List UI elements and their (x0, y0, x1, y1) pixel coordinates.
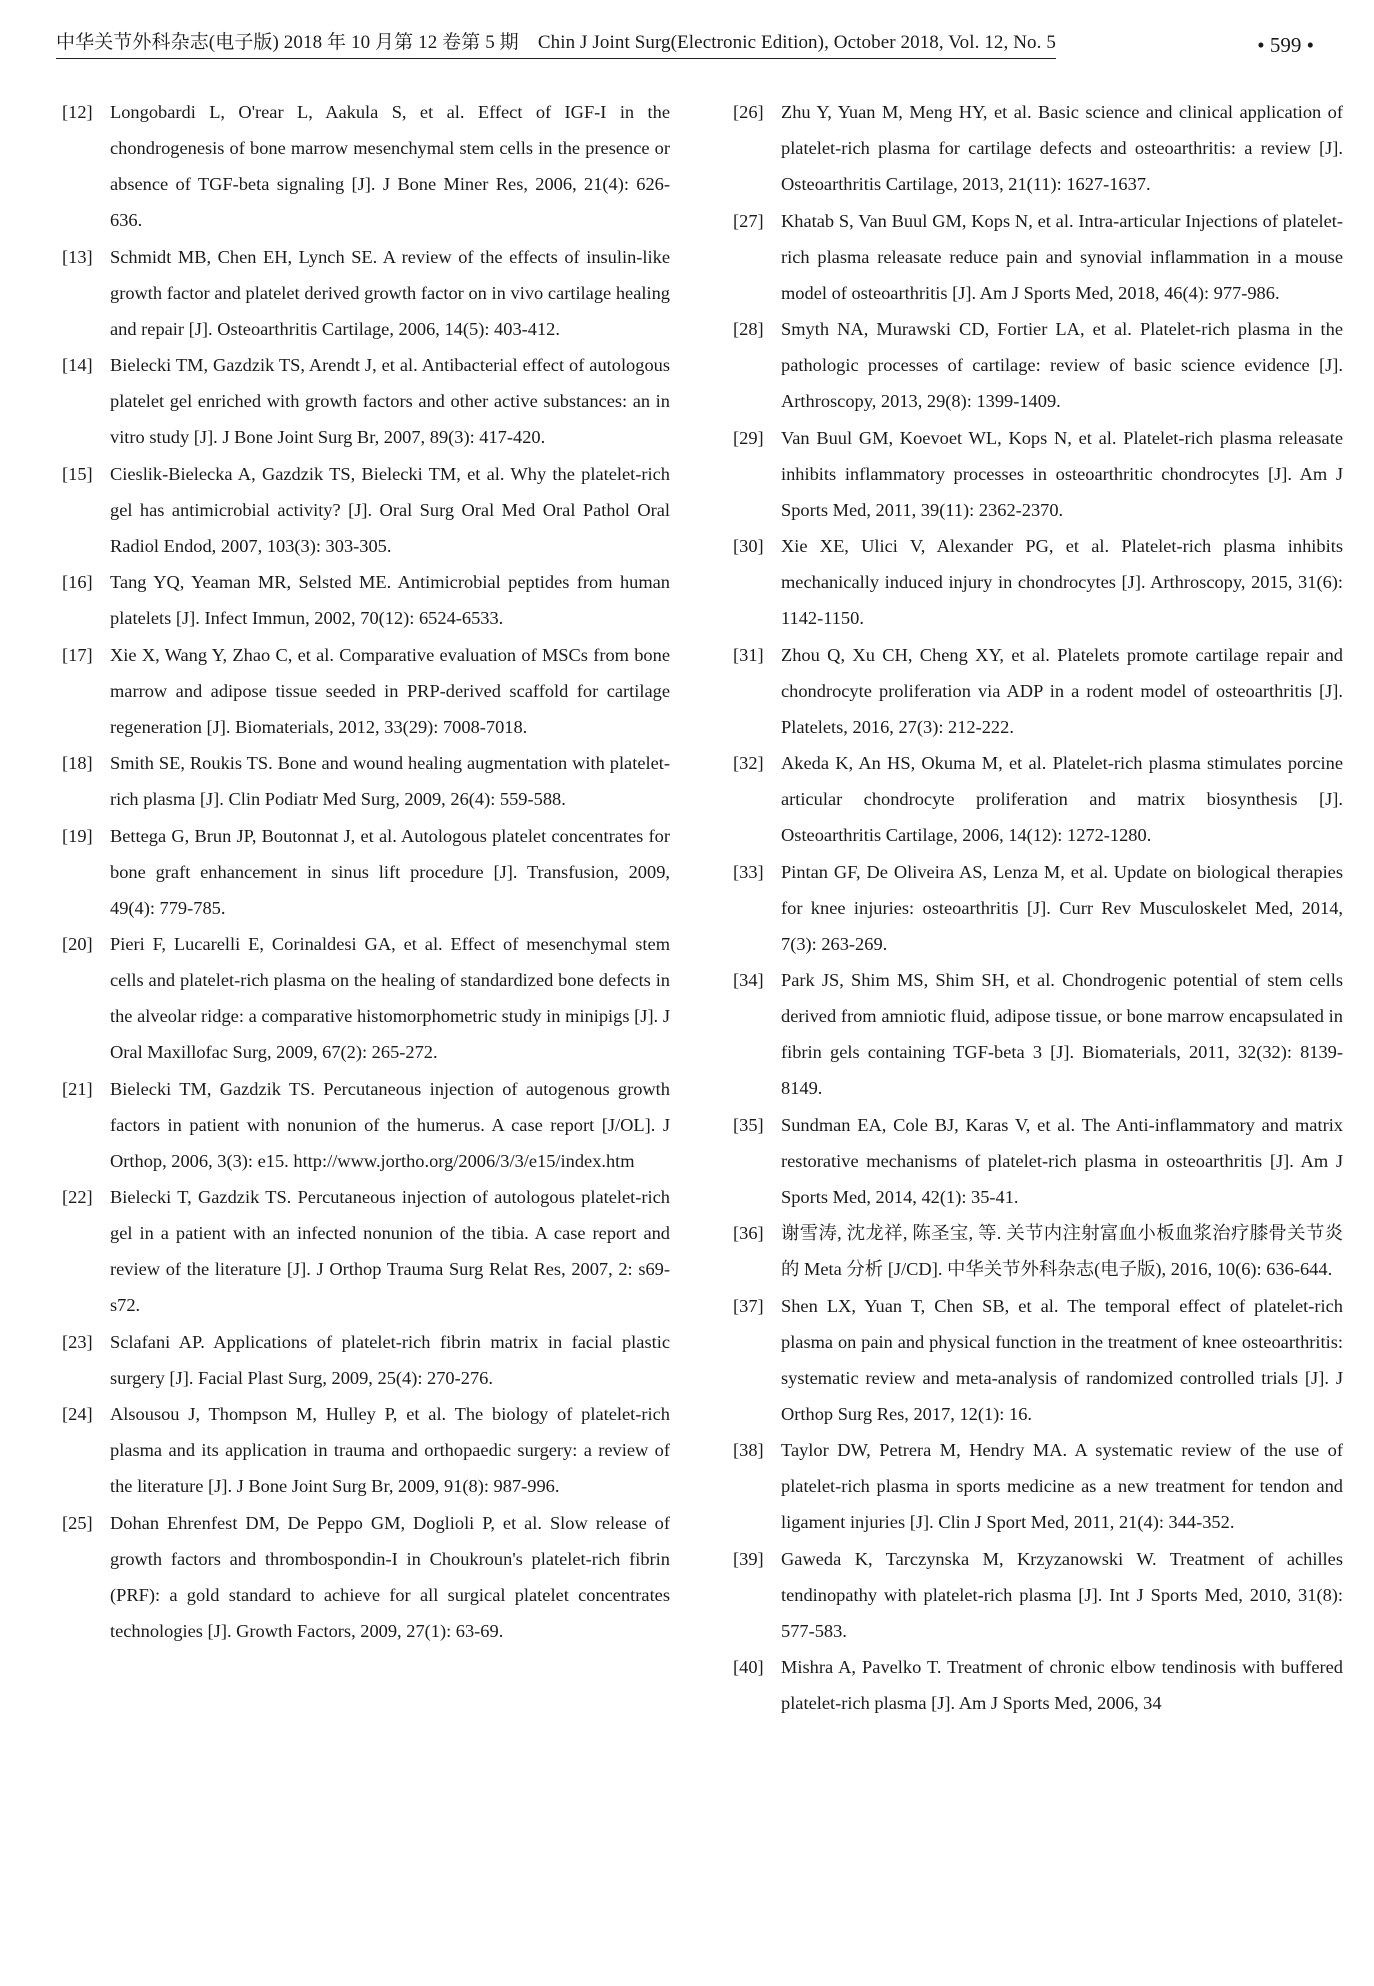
reference-number: [18] (62, 753, 93, 773)
reference-number: [33] (733, 861, 764, 882)
reference-text: Sundman EA, Cole BJ, Karas V, et al. The Anti-inflammatory and matrix restorative mechanisms of platelet-rich plasma in osteoarthritis [J]. Am J Sports Med, 2014, 42(1): 35-41. (781, 1114, 1343, 1207)
reference-number: [22] (62, 1187, 93, 1207)
reference-item (733, 962, 1343, 1106)
reference-item (733, 94, 1343, 202)
reference-number: [28] (733, 319, 764, 339)
reference-item (733, 637, 1343, 745)
reference-item (62, 818, 670, 926)
reference-item (733, 203, 1343, 311)
reference-item (62, 1324, 670, 1396)
reference-text: Van Buul GM, Koevoet WL, Kops N, et al. Platelet-rich plasma releasate inhibits inflammatory processes in osteoarthritic chondrocytes [J]. Am J Sports Med, 2011, 39(11): 2362-2370. (781, 427, 1343, 520)
reference-number: [24] (62, 1404, 93, 1424)
reference-text: Zhu Y, Yuan M, Meng HY, et al. Basic science and clinical application of platelet-rich plasma for cartilage defects and osteoarthritis: a review [J]. Osteoarthritis Cartilage, 2013, 21(11): 1627-1637. (781, 102, 1343, 194)
reference-item (62, 1505, 670, 1649)
reference-number: [39] (733, 1548, 764, 1569)
reference-number: [27] (733, 210, 764, 231)
reference-item (62, 239, 670, 347)
reference-text: Longobardi L, O'rear L, Aakula S, et al. Effect of IGF-I in the chondrogenesis of bone marrow mesenchymal stem cells in the presence or absence of TGF-beta signaling [J]. J Bone Miner Res, 2006, 21(4): 626-636. (110, 102, 670, 230)
reference-item (62, 1179, 670, 1323)
reference-text: Pintan GF, De Oliveira AS, Lenza M, et al. Update on biological therapies for knee injuries: osteoarthritis [J]. Curr Rev Musculoskelet Med, 2014, 7(3): 263-269. (781, 861, 1343, 954)
reference-text: Tang YQ, Yeaman MR, Selsted ME. Antimicrobial peptides from human platelets [J]. Infect Immun, 2002, 70(12): 6524-6533. (110, 572, 670, 628)
reference-number: [34] (733, 970, 764, 990)
reference-number: [30] (733, 536, 764, 556)
reference-number: [15] (62, 463, 93, 484)
reference-text: 谢雪涛, 沈龙祥, 陈圣宝, 等. 关节内注射富血小板血浆治疗膝骨关节炎的 Meta 分析 [J/CD]. 中华关节外科杂志(电子版), 2016, 10(6): 636-644. (781, 1223, 1343, 1279)
reference-number: [21] (62, 1078, 93, 1099)
reference-item (62, 745, 670, 817)
reference-text: Smyth NA, Murawski CD, Fortier LA, et al. Platelet-rich plasma in the pathologic processes of cartilage: review of basic science evidence [J]. Arthroscopy, 2013, 29(8): 1399-1409. (781, 319, 1343, 411)
reference-number: [29] (733, 427, 764, 448)
reference-item (62, 94, 670, 238)
reference-item (62, 637, 670, 745)
reference-text: Gaweda K, Tarczynska M, Krzyzanowski W. Treatment of achilles tendinopathy with platelet-rich plasma [J]. Int J Sports Med, 2010, 31(8): 577-583. (781, 1548, 1343, 1641)
reference-number: [32] (733, 753, 764, 773)
reference-text: Zhou Q, Xu CH, Cheng XY, et al. Platelets promote cartilage repair and chondrocyte proliferation via ADP in a rodent model of osteoarthritis [J]. Platelets, 2016, 27(3): 212-222. (781, 644, 1343, 737)
reference-item (733, 1649, 1343, 1721)
reference-number: [23] (62, 1331, 93, 1352)
reference-number: [26] (733, 102, 764, 122)
reference-item (733, 1215, 1343, 1287)
reference-item (62, 564, 670, 636)
reference-text: Smith SE, Roukis TS. Bone and wound healing augmentation with platelet-rich plasma [J]. Clin Podiatr Med Surg, 2009, 26(4): 559-588. (110, 753, 670, 809)
reference-text: Park JS, Shim MS, Shim SH, et al. Chondrogenic potential of stem cells derived from amniotic fluid, adipose tissue, or bone marrow encapsulated in fibrin gels containing TGF-beta 3 [J]. Biomaterials, 2011, 32(32): 8139-8149. (781, 970, 1343, 1098)
reference-text: Taylor DW, Petrera M, Hendry MA. A systematic review of the use of platelet-rich plasma in sports medicine as a new treatment for tendon and ligament injuries [J]. Clin J Sport Med, 2011, 21(4): 344-352. (781, 1440, 1343, 1532)
reference-number: [12] (62, 102, 93, 122)
reference-number: [25] (62, 1512, 93, 1533)
right-reference-column (733, 94, 1343, 1722)
reference-item (733, 311, 1343, 419)
reference-number: [31] (733, 644, 764, 665)
reference-number: [37] (733, 1295, 764, 1316)
reference-text: Bettega G, Brun JP, Boutonnat J, et al. Autologous platelet concentrates for bone graft enhancement in sinus lift procedure [J]. Transfusion, 2009, 49(4): 779-785. (110, 825, 670, 918)
reference-text: Pieri F, Lucarelli E, Corinaldesi GA, et al. Effect of mesenchymal stem cells and platelet-rich plasma on the healing of standardized bone defects in the alveolar ridge: a comparative histomorphometric study in minipigs [J]. J Oral Maxillofac Surg, 2009, 67(2): 265-272. (110, 934, 670, 1062)
reference-text: Khatab S, Van Buul GM, Kops N, et al. Intra-articular Injections of platelet-rich plasma releasate reduce pain and synovial inflammation in a mouse model of osteoarthritis [J]. Am J Sports Med, 2018, 46(4): 977-986. (781, 210, 1343, 303)
reference-text: Xie XE, Ulici V, Alexander PG, et al. Platelet-rich plasma inhibits mechanically induced injury in chondrocytes [J]. Arthroscopy, 2015, 31(6): 1142-1150. (781, 536, 1343, 628)
reference-number: [13] (62, 246, 93, 267)
reference-item (733, 1107, 1343, 1215)
reference-text: Dohan Ehrenfest DM, De Peppo GM, Doglioli P, et al. Slow release of growth factors and thrombospondin-I in Choukroun's platelet-rich fibrin (PRF): a gold standard to achieve for all surgical platelet concentrates technologies [J]. Growth Factors, 2009, 27(1): 63-69. (110, 1512, 670, 1641)
reference-text: Xie X, Wang Y, Zhao C, et al. Comparative evaluation of MSCs from bone marrow and adipose tissue seeded in PRP-derived scaffold for cartilage regeneration [J]. Biomaterials, 2012, 33(29): 7008-7018. (110, 644, 670, 737)
reference-text: Akeda K, An HS, Okuma M, et al. Platelet-rich plasma stimulates porcine articular chondrocyte proliferation and matrix biosynthesis [J]. Osteoarthritis Cartilage, 2006, 14(12): 1272-1280. (781, 753, 1343, 845)
reference-item (733, 1432, 1343, 1540)
reference-item (62, 347, 670, 455)
reference-text: Alsousou J, Thompson M, Hulley P, et al. The biology of platelet-rich plasma and its application in trauma and orthopaedic surgery: a review of the literature [J]. J Bone Joint Surg Br, 2009, 91(8): 987-996. (110, 1404, 670, 1496)
reference-item (733, 854, 1343, 962)
reference-item (733, 1288, 1343, 1432)
reference-number: [36] (733, 1223, 764, 1243)
reference-number: [40] (733, 1657, 764, 1677)
reference-text: Mishra A, Pavelko T. Treatment of chronic elbow tendinosis with buffered platelet-rich plasma [J]. Am J Sports Med, 2006, 34 (781, 1657, 1343, 1713)
reference-item (62, 1396, 670, 1504)
running-header (56, 30, 1314, 64)
reference-item (62, 1071, 670, 1179)
journal-header-title: 中华关节外科杂志(电子版) 2018 年 10 月第 12 卷第 5 期 Chin J Joint Surg(Electronic Edition), October 2018, Vol. 12, No. 5 (56, 30, 1056, 59)
reference-number: [38] (733, 1440, 764, 1460)
reference-text: Bielecki T, Gazdzik TS. Percutaneous injection of autologous platelet-rich gel in a patient with an infected nonunion of the tibia. A case report and review of the literature [J]. J Orthop Trauma Surg Relat Res, 2007, 2: s69-s72. (110, 1187, 670, 1315)
reference-number: [19] (62, 825, 93, 846)
reference-item (733, 528, 1343, 636)
page-number: • 599 • (1257, 33, 1314, 57)
reference-text: Schmidt MB, Chen EH, Lynch SE. A review of the effects of insulin-like growth factor and platelet derived growth factor on in vivo cartilage healing and repair [J]. Osteoarthritis Cartilage, 2006, 14(5): 403-412. (110, 246, 670, 339)
reference-text: Bielecki TM, Gazdzik TS, Arendt J, et al. Antibacterial effect of autologous platelet gel enriched with growth factors and other active substances: an in vitro study [J]. J Bone Joint Surg Br, 2007, 89(3): 417-420. (110, 355, 670, 447)
reference-item (62, 456, 670, 564)
reference-item (733, 420, 1343, 528)
reference-item (62, 926, 670, 1070)
reference-text: Shen LX, Yuan T, Chen SB, et al. The temporal effect of platelet-rich plasma on pain and physical function in the treatment of knee osteoarthritis: systematic review and meta-analysis of randomized controlled trials [J]. J Orthop Surg Res, 2017, 12(1): 16. (781, 1295, 1343, 1424)
reference-text: Sclafani AP. Applications of platelet-rich fibrin matrix in facial plastic surgery [J]. Facial Plast Surg, 2009, 25(4): 270-276. (110, 1331, 670, 1388)
left-reference-column (62, 94, 670, 1649)
reference-text: Cieslik-Bielecka A, Gazdzik TS, Bielecki TM, et al. Why the platelet-rich gel has antimicrobial activity? [J]. Oral Surg Oral Med Oral Pathol Oral Radiol Endod, 2007, 103(3): 303-305. (110, 463, 670, 556)
reference-text: Bielecki TM, Gazdzik TS. Percutaneous injection of autogenous growth factors in patient with nonunion of the humerus. A case report [J/OL]. J Orthop, 2006, 3(3): e15. http://www.jortho.org/2006/3/3/e15/index.htm (110, 1078, 670, 1171)
reference-number: [20] (62, 934, 93, 954)
reference-number: [17] (62, 644, 93, 665)
reference-number: [14] (62, 355, 93, 375)
reference-number: [16] (62, 572, 93, 592)
reference-item (733, 745, 1343, 853)
reference-item (733, 1541, 1343, 1649)
reference-number: [35] (733, 1114, 764, 1135)
